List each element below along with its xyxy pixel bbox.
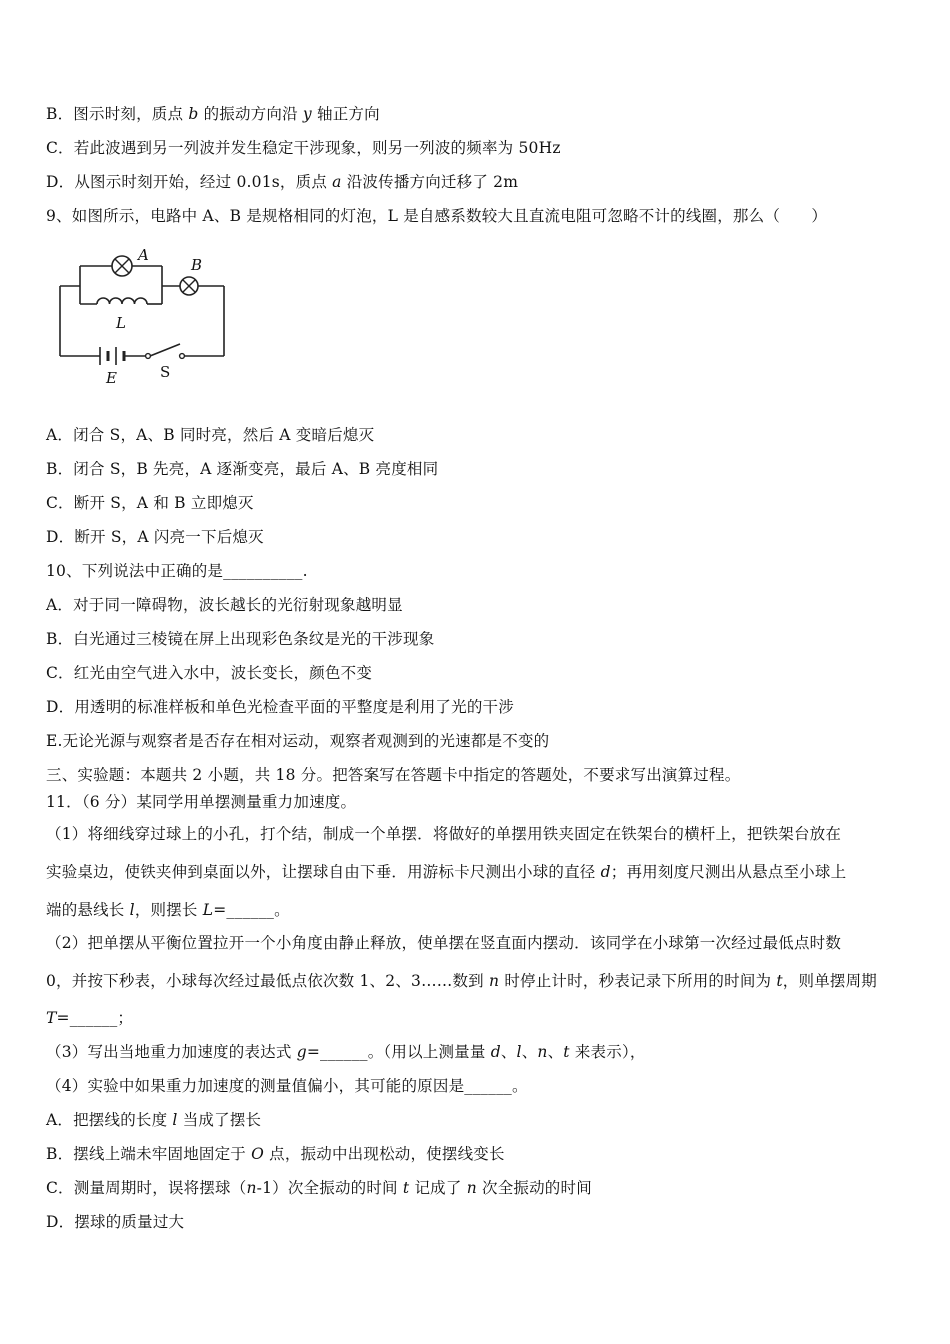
q10-stem: 10、下列说法中正确的是__________. — [46, 562, 308, 580]
lamp-b — [180, 277, 198, 295]
q10-option-c: C．红光由空气进入水中，波长变长，颜色不变 — [46, 664, 373, 682]
label-battery: E — [106, 369, 117, 386]
q10-option-d: D．用透明的标准样板和单色光检查平面的平整度是利用了光的干涉 — [46, 698, 514, 716]
q10-option-a: A．对于同一障碍物，波长越长的光衍射现象越明显 — [46, 596, 403, 614]
q11-option-b: B．摆线上端未牢固地固定于 O 点，振动中出现松动，使摆线变长 — [46, 1145, 505, 1163]
q11-option-a: A．把摆线的长度 l 当成了摆长 — [46, 1111, 262, 1129]
q9-stem: 9、如图所示，电路中 A、B 是规格相同的灯泡，L 是自感系数较大且直流电阻可忽略不计的线圈，那么（ ） — [46, 207, 828, 225]
section-3-heading: 三、实验题：本题共 2 小题，共 18 分。把答案写在答题卡中指定的答题处，不要求写出演算过程。 — [46, 766, 741, 784]
q11-part2-line3: T=______； — [46, 1009, 134, 1027]
q11-part4: （4）实验中如果重力加速度的测量值偏小，其可能的原因是______。 — [46, 1077, 528, 1095]
q11-part2-line2: 0，并按下秒表，小球每次经过最低点依次数 1、2、3……数到 n 时停止计时，秒表记录下所用的时间为 t，则单摆周期 — [46, 972, 877, 990]
q11-part1-line2: 实验桌边，使铁夹伸到桌面以外，让摆球自由下垂．用游标卡尺测出小球的直径 d；再用刻度尺测出从悬点至小球上 — [46, 863, 847, 881]
label-switch: S — [160, 363, 171, 381]
q9-option-d: D．断开 S，A 闪亮一下后熄灭 — [46, 528, 264, 546]
q8-option-b: B．图示时刻，质点 b 的振动方向沿 y 轴正方向 — [46, 105, 380, 123]
q10-option-e: E.无论光源与观察者是否存在相对运动，观察者观测到的光速都是不变的 — [46, 732, 550, 750]
q9-option-c: C．断开 S，A 和 B 立即熄灭 — [46, 494, 254, 512]
q9-option-b: B．闭合 S，B 先亮，A 逐渐变亮，最后 A、B 亮度相同 — [46, 460, 439, 478]
switch-contact — [146, 354, 151, 359]
q8-option-d: D．从图示时刻开始，经过 0.01s，质点 a 沿波传播方向迁移了 2m — [46, 173, 519, 191]
q11-option-c: C．测量周期时，误将摆球（n-1）次全振动的时间 t 记成了 n 次全振动的时间 — [46, 1179, 592, 1197]
q11-stem: 11．（6 分）某同学用单摆测量重力加速度。 — [46, 793, 357, 811]
q11-part1-line3: 端的悬线长 l，则摆长 L=______。 — [46, 901, 290, 919]
label-lamp-b: B — [191, 256, 203, 274]
label-lamp-a: A — [138, 246, 149, 264]
circuit-diagram — [52, 246, 232, 386]
q11-part3: （3）写出当地重力加速度的表达式 g=______。（用以上测量量 d、l、n、t 来表示）， — [46, 1043, 646, 1061]
q10-option-b: B．白光通过三棱镜在屏上出现彩色条纹是光的干涉现象 — [46, 630, 435, 648]
q11-part2-line1: （2）把单摆从平衡位置拉开一个小角度由静止释放，使单摆在竖直面内摆动．该同学在小球第一次经过最低点时数 — [46, 934, 842, 952]
q9-option-a: A．闭合 S，A、B 同时亮，然后 A 变暗后熄灭 — [46, 426, 375, 444]
q8-option-c: C．若此波遇到另一列波并发生稳定干涉现象，则另一列波的频率为 50Hz — [46, 139, 561, 157]
q11-option-d: D．摆球的质量过大 — [46, 1213, 185, 1231]
q11-part1-line1: （1）将细线穿过球上的小孔，打个结，制成一个单摆．将做好的单摆用铁夹固定在铁架台的横杆上，把铁架台放在 — [46, 825, 842, 843]
label-coil: L — [116, 314, 126, 332]
switch-contact — [180, 354, 185, 359]
lamp-a — [112, 256, 132, 276]
